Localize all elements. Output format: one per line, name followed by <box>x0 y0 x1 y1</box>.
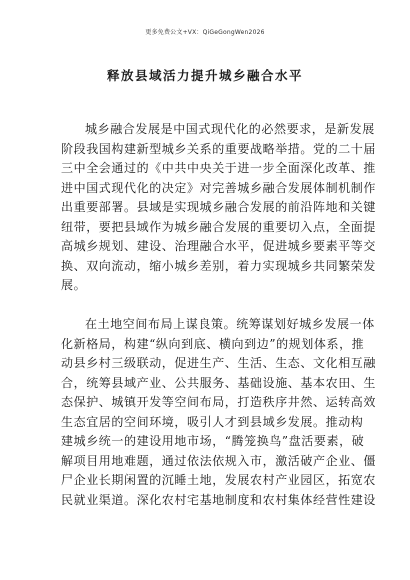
paragraph-line: 进中国式现代化的决定》对完善城乡融合发展体制机制作 <box>61 180 377 195</box>
document-title: 释放县域活力提升城乡融合水平 <box>106 68 303 83</box>
paragraph-line: 生态宜居的空间环境，吸引人才到县域乡发展。推动构 <box>61 414 364 429</box>
paragraph-line: 出重要部署。县域是实现城乡融合发展的前沿阵地和关键 <box>61 200 377 214</box>
paragraph-1 <box>61 120 377 296</box>
paragraph-line: 在土地空间布局上谋良策。统筹谋划好城乡发展一体 <box>85 317 375 331</box>
paragraph-line: 纽带，要把县域作为城乡融合发展的重要切入点，全面提 <box>61 219 377 234</box>
paragraph-2 <box>61 315 377 510</box>
paragraph-line: 建城乡统一的建设用地市场，“腾笼换鸟”盘活要素，破 <box>61 434 365 448</box>
page-header-note: 更多免费公文+VX：QiGeGongWen2026 <box>145 29 265 36</box>
paragraph-line: 态保护、城镇开发等空间布局，打造秩序井然、运转高效 <box>61 395 377 409</box>
paragraph-line: 阶段我国构建新型城乡关系的重要战略举措。党的二十届 <box>61 141 377 156</box>
paragraph-line: 展。 <box>61 278 87 292</box>
paragraph-line: 解项目用地难题，通过依法依规入市，激活破产企业、僵 <box>61 453 377 468</box>
paragraph-line: 合，统筹县域产业、公共服务、基础设施、基本农田、生 <box>61 375 377 390</box>
paragraph-line: 民就业渠道。深化农村宅基地制度和农村集体经营性建设 <box>61 492 377 507</box>
paragraph-line: 动县乡村三级联动，促进生产、生活、生态、文化相互融 <box>61 356 377 370</box>
paragraph-line: 三中全会通过的《中共中央关于进一步全面深化改革、推 <box>61 161 377 175</box>
paragraph-line: 化新格局，构建“纵向到底、横向到边”的规划体系，推 <box>61 336 365 351</box>
paragraph-line: 换、双向流动，缩小城乡差别，着力实现城乡共同繁荣发 <box>61 258 377 273</box>
paragraph-line: 尸企业长期闲置的沉睡土地，发展农村产业园区，拓宽农 <box>61 473 377 487</box>
paragraph-line: 城乡融合发展是中国式现代化的必然要求，是新发展 <box>85 122 375 136</box>
paragraph-line: 高城乡规划、建设、治理融合水平，促进城乡要素平等交 <box>61 239 377 253</box>
